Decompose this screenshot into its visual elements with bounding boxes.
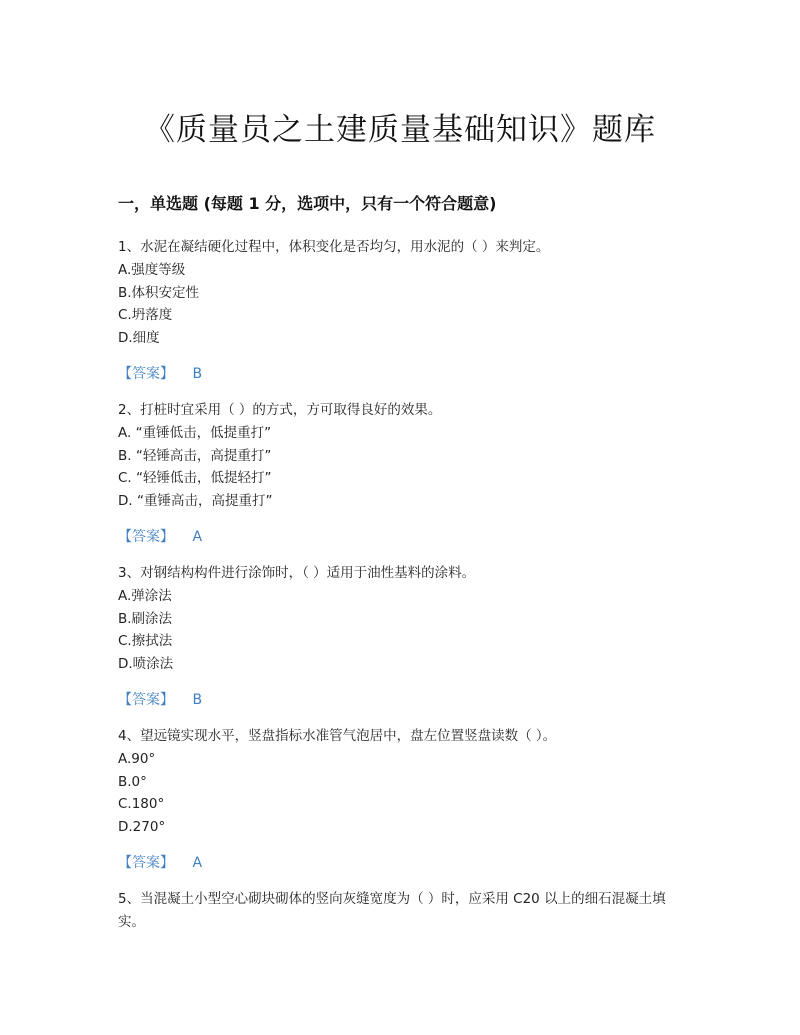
- question-stem: 2、打桩时宜采用（ ）的方式，方可取得良好的效果。: [118, 402, 442, 418]
- option-c: C.坍落度: [118, 307, 173, 323]
- option-b: B.体积安定性: [118, 284, 200, 301]
- question-2: [118, 399, 682, 548]
- answer-row: [118, 363, 682, 385]
- answer-value: A: [192, 855, 203, 871]
- section-heading: 一，单选题 (每题 1 分，选项中，只有一个符合题意): [118, 194, 497, 213]
- answer-label: 【答案】: [118, 529, 174, 545]
- option-a: A.弹涂法: [118, 588, 172, 604]
- question-5: [118, 888, 682, 934]
- answer-label: 【答案】: [118, 692, 174, 708]
- option-b: B.0°: [118, 773, 147, 790]
- option-a: A.强度等级: [118, 262, 186, 278]
- answer-label: 【答案】: [118, 366, 174, 382]
- question-1: [118, 236, 682, 385]
- option-d: D.270°: [118, 818, 166, 835]
- option-b: B. “轻锤高击，高提重打”: [118, 447, 272, 464]
- question-stem: 5、当混凝土小型空心砌块砌体的竖向灰缝宽度为（ ）时，应采用 C20 以上的细石混凝土填实。: [118, 891, 666, 930]
- answer-value: A: [192, 529, 203, 545]
- option-d: D. “重锤高击，高提重打”: [118, 492, 273, 509]
- answer-label: 【答案】: [118, 855, 174, 871]
- answer-value: B: [192, 366, 203, 382]
- option-c: C.180°: [118, 796, 165, 812]
- question-stem: 1、水泥在凝结硬化过程中，体积变化是否均匀，用水泥的（ ）来判定。: [118, 239, 550, 255]
- document-title: 《质量员之土建质量基础知识》题库: [144, 112, 656, 148]
- question-4: [118, 725, 682, 874]
- answer-value: B: [192, 692, 203, 708]
- option-a: A.90°: [118, 751, 156, 767]
- option-d: D.喷涂法: [118, 655, 174, 672]
- answer-row: [118, 689, 682, 711]
- option-c: C. “轻锤低击，低提轻打”: [118, 470, 272, 486]
- question-stem: 3、对钢结构构件进行涂饰时，（ ）适用于油性基料的涂料。: [118, 565, 476, 581]
- option-d: D.细度: [118, 329, 160, 346]
- question-3: [118, 562, 682, 711]
- question-stem: 4、望远镜实现水平，竖盘指标水准管气泡居中，盘左位置竖盘读数（ ）。: [118, 728, 557, 744]
- option-b: B.刷涂法: [118, 610, 173, 627]
- answer-row: [118, 852, 682, 874]
- option-a: A. “重锤低击，低提重打”: [118, 425, 272, 441]
- answer-row: [118, 526, 682, 548]
- option-c: C.擦拭法: [118, 633, 173, 649]
- question-list: [118, 236, 682, 934]
